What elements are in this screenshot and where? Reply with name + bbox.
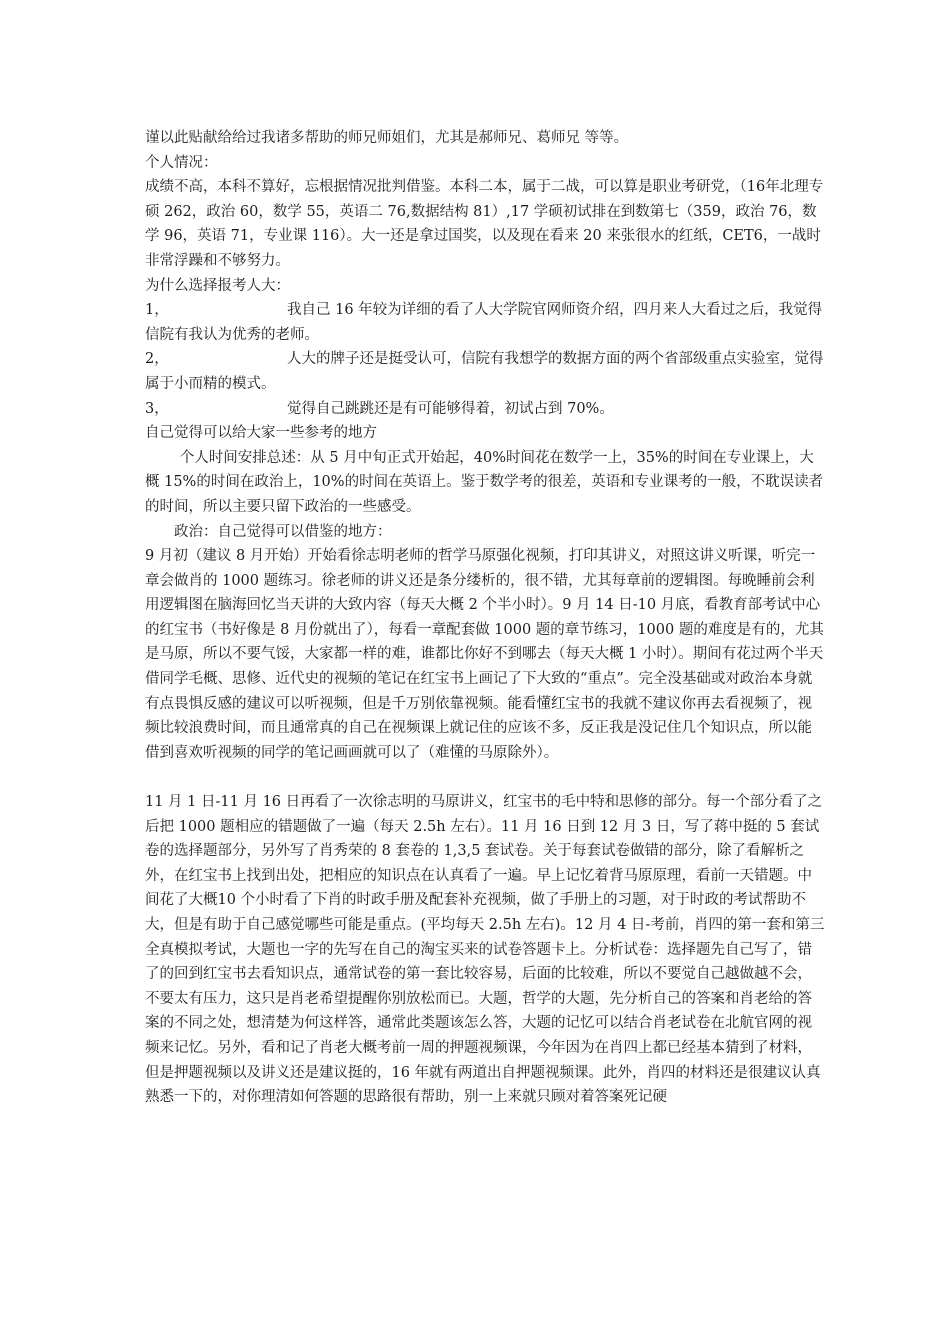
reason-number: 3， — [145, 400, 169, 417]
reason-text: 我自己 16 年较为详细的看了人大学院官网师资介绍，四月来人大看过之后，我觉得信院有我认为优秀的老师。 — [145, 302, 823, 343]
reason-number: 2， — [145, 351, 169, 368]
reason-text: 觉得自己跳跳还是有可能够得着，初试占到 70%。 — [287, 400, 614, 417]
personal-section-title: 个人情况： — [145, 154, 218, 171]
reason-item — [145, 397, 825, 422]
reason-item — [145, 298, 825, 347]
dedication-line: 谨以此贴献给给过我诸多帮助的师兄师姐们，尤其是郝师兄、葛师兄 等等。 — [145, 130, 629, 146]
document-body — [145, 126, 825, 1110]
reference-section-title: 自己觉得可以给大家一些参考的地方 — [145, 425, 377, 442]
reason-item — [145, 347, 825, 396]
reason-number: 1， — [145, 302, 169, 319]
politics-title: 政治：自己觉得可以借鉴的地方： — [174, 523, 392, 540]
personal-paragraph: 成绩不高，本科不算好，忘根据情况批判借鉴。本科二本，属于二战，可以算是职业考研党，（16年北理专硕 262，政治 60，数学 55，英语二 76,数据结构 81）,17 学硕初试排在到数第七（359，政治 76，数学 96，英语 71，专业课 116）。大一还是拿过国奖，以及现在看来 20 来张很水的红纸，CET6，一战时非常浮躁和不够努力。 — [145, 179, 824, 269]
politics-paragraph-1: 9 月初（建议 8 月开始）开始看徐志明老师的哲学马原强化视频，打印其讲义，对照这讲义听课，听完一章会做肖的 1000 题练习。徐老师的讲义还是条分缕析的，很不错，尤其每章前的逻辑图。每晚睡前会利用逻辑图在脑海回忆当天讲的大致内容（每天大概 2 个半小时）。9 月 14 日-10 月底，看教育部考试中心的红宝书（书好像是 8 月份就出了），每看一章配套做 1000 题的章节练习，1000 题的难度是有的，尤其是马原，所以不要气馁，大家都一样的难，谁都比你好不到哪去（每天大概 1 小时）。期间有花过两个半天借同学毛概、思修、近代史的视频的笔记在红宝书上画记了下大致的“重点”。完全没基础或对政治本身就有点畏惧反感的建议可以听视频，但是千万别依靠视频。能看懂红宝书的我就不建议你再去看视频了，视频比较浪费时间，而且通常真的自己在视频课上就记住的应该不多，反正我是没记住几个知识点，所以能借到喜欢听视频的同学的笔记画画就可以了（难懂的马原除外）。 — [145, 548, 824, 761]
why-section-title: 为什么选择报考人大： — [145, 277, 290, 294]
time-summary-paragraph: 个人时间安排总述：从 5 月中旬正式开始起，40%时间花在数学一上，35%的时间在专业课上，大概 15%的时间在政治上，10%的时间在英语上。鉴于数学考的很差，英语和专业课考的一般，不耽误读者的时间，所以主要只留下政治的一些感受。 — [145, 449, 824, 515]
reason-text: 人大的牌子还是挺受认可，信院有我想学的数据方面的两个省部级重点实验室，觉得属于小而精的模式。 — [145, 351, 824, 392]
politics-paragraph-2: 11 月 1 日-11 月 16 日再看了一次徐志明的马原讲义，红宝书的毛中特和思修的部分。每一个部分看了之后把 1000 题相应的错题做了一遍（每天 2.5h 左右）。11 月 16 日到 12 月 3 日，写了蒋中挺的 5 套试卷的选择题部分，另外写了肖秀荣的 8 套卷的 1,3,5 套试卷。关于每套试卷做错的部分，除了看解析之外，在红宝书上找到出处，把相应的知识点在认真看了一遍。早上记忆着背马原原理，看前一天错题。中间花了大概10 个小时看了下肖的时政手册及配套补充视频，做了手册上的习题，对于时政的考试帮助不大，但是有助于自己感觉哪些可能是重点。(平均每天 2.5h 左右)。12 月 4 日-考前，肖四的第一套和第三全真模拟考试，大题也一字的先写在自己的淘宝买来的试卷答题卡上。分析试卷：选择题先自己写了，错了的回到红宝书去看知识点，通常试卷的第一套比较容易，后面的比较难，所以不要觉自己越做越不会，不要太有压力，这只是肖老希望提醒你别放松而已。大题，哲学的大题，先分析自己的答案和肖老给的答案的不同之处，想清楚为何这样答，通常此类题该怎么答，大题的记忆可以结合肖老试卷在北航官网的视频来记忆。另外，看和记了肖老大概考前一周的押题视频课，今年因为在肖四上都已经基本猜到了材料，但是押题视频以及讲义还是建议挺的，16 年就有两道出自押题视频课。此外，肖四的材料还是很建议认真熟悉一下的，对你理清如何答题的思路很有帮助，别一上来就只顾对着答案死记硬 — [145, 794, 825, 1106]
paragraph-gap — [145, 765, 825, 790]
